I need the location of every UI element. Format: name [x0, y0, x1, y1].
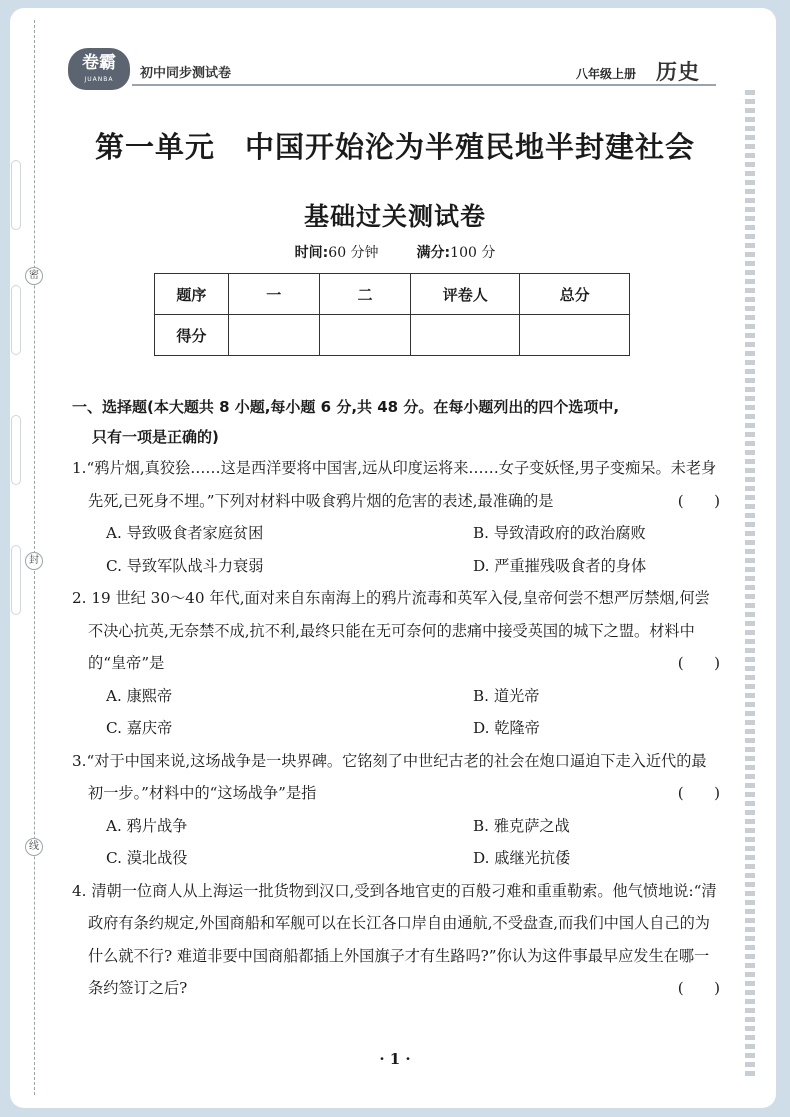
option-b[interactable]: B. 道光帝	[473, 686, 540, 705]
logo-text: 卷霸	[82, 53, 116, 73]
logo-subtext: JUANBA	[84, 76, 114, 83]
question-stem	[72, 875, 720, 1005]
score-cell[interactable]	[411, 315, 520, 356]
question-stem	[72, 452, 720, 517]
option-row	[72, 842, 720, 875]
option-row	[72, 712, 720, 745]
score-table	[154, 273, 630, 356]
question-item	[72, 745, 720, 875]
option-d[interactable]: D. 乾隆帝	[473, 719, 540, 737]
score-table-score-row	[155, 315, 630, 356]
full-score-value: 100 分	[450, 245, 496, 261]
brand-logo	[68, 48, 130, 90]
series-name: 初中同步测试卷	[140, 66, 232, 81]
question-text: 3.“对于中国来说,这场战争是一块界碑。它铭刻了中世纪古老的社会在炮口逼迫下走入近代的最初一步。”材料中的“这场战争”是指	[72, 751, 707, 802]
header-cell: 总分	[520, 274, 630, 315]
option-c[interactable]: C. 导致军队战斗力衰弱	[106, 556, 264, 575]
time-value: 60 分钟	[328, 245, 379, 261]
section-heading-line: 只有一项是正确的)	[92, 428, 219, 446]
option-d[interactable]: D. 严重摧残吸食者的身体	[473, 556, 647, 575]
answer-blank: ( )	[677, 784, 720, 802]
question-text: 1.“鸦片烟,真狡狯……这是西洋要将中国害,远从印度运将来……女子变妖怪,男子变痴呆。未老身先死,已死身不埋。”下列对材料中吸食鸦片烟的危害的表述,最准确的是	[72, 459, 717, 510]
question-content	[72, 392, 720, 1005]
option-a[interactable]: A. 导致吸食者家庭贫困	[106, 524, 264, 542]
test-title: 基础过关测试卷	[303, 202, 486, 231]
row-label-cell: 得分	[155, 315, 229, 356]
option-row	[72, 810, 720, 843]
score-cell[interactable]	[319, 315, 411, 356]
question-item	[72, 875, 720, 1005]
page-number: · 1 ·	[379, 1050, 411, 1068]
answer-blank: ( )	[677, 979, 720, 997]
time-label: 时间:	[294, 245, 329, 261]
section-heading	[72, 392, 720, 452]
question-item	[72, 582, 720, 745]
page-header	[68, 48, 716, 90]
right-edge-decoration	[745, 90, 755, 1080]
binding-seal-char: 封	[25, 552, 43, 570]
option-c[interactable]: C. 嘉庆帝	[106, 719, 173, 737]
header-cell: 二	[319, 274, 411, 315]
question-stem	[72, 582, 720, 680]
answer-blank: ( )	[677, 491, 720, 510]
full-score-label: 满分:	[416, 245, 451, 261]
score-table-header-row	[155, 274, 630, 315]
question-text: 4. 清朝一位商人从上海运一批货物到汉口,受到各地官吏的百般刁难和重重勒索。他气愤地说:“清政府有条约规定,外国商船和军舰可以在长江各口岸自由通航,不受盘查,而我们中国人自己的为什么就不行? 难道非要中国商船都插上外国旗子才有生路吗?”你认为这件事最早应发生在哪一条约签订之后?	[72, 881, 717, 997]
question-stem	[72, 745, 720, 810]
option-b[interactable]: B. 导致清政府的政治腐败	[473, 524, 646, 542]
option-a[interactable]: A. 鸦片战争	[106, 816, 188, 835]
section-heading-line: 一、选择题(本大题共 8 小题,每小题 6 分,共 48 分。在每小题列出的四个选项中,	[72, 398, 620, 416]
question-item	[72, 452, 720, 582]
header-cell: 评卷人	[411, 274, 520, 315]
option-row	[72, 550, 720, 583]
score-cell[interactable]	[228, 315, 319, 356]
binding-tab	[11, 545, 21, 615]
question-text: 2. 19 世纪 30～40 年代,面对来自东南海上的鸦片流毒和英军入侵,皇帝何尝不想严厉禁烟,何尝不决心抗英,无奈禁不成,抗不利,最终只能在无可奈何的悲痛中接受英国的城下之盟。材料中的“皇帝”是	[72, 589, 710, 672]
unit-title: 第一单元 中国开始沦为半殖民地半封建社会	[94, 130, 695, 164]
binding-tab	[11, 415, 21, 485]
option-b[interactable]: B. 雅克萨之战	[473, 816, 570, 835]
time-score-line	[0, 242, 790, 262]
option-row	[72, 680, 720, 713]
header-divider	[132, 84, 716, 86]
option-a[interactable]: A. 康熙帝	[106, 686, 173, 705]
binding-seal-char: 密	[25, 267, 43, 285]
header-cell: 题序	[155, 274, 229, 315]
option-c[interactable]: C. 漠北战役	[106, 849, 188, 867]
option-d[interactable]: D. 戚继光抗倭	[473, 849, 571, 867]
option-row	[72, 517, 720, 550]
grade-label: 八年级上册	[576, 67, 637, 81]
header-cell: 一	[228, 274, 319, 315]
score-cell[interactable]	[520, 315, 630, 356]
answer-blank: ( )	[677, 654, 720, 672]
binding-line-char: 线	[25, 838, 43, 856]
binding-tab	[11, 285, 21, 355]
subject-label: 历史	[656, 59, 700, 84]
